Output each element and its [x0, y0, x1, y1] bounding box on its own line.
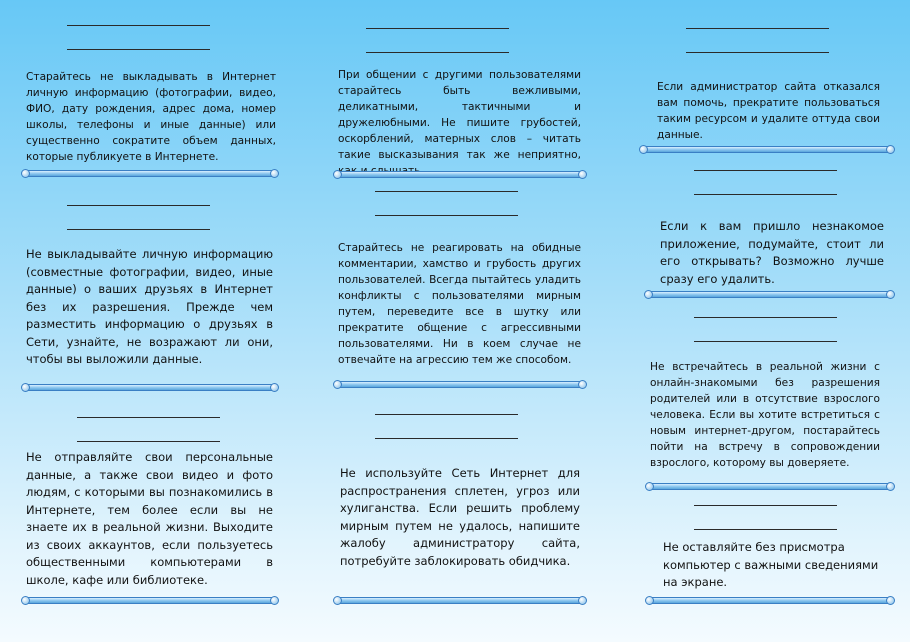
divider-bar [336, 171, 584, 178]
blank-line [694, 505, 837, 506]
text-block: Не выкладывайте личную информацию (совместные фотографии, видео, иные данные) о ваших друзьях в Интернет без их разрешения. Прежде чем разместить информацию о друзьях в Сети, узнайте, не возражают ли они, чтобы вы выложили данные. [26, 247, 273, 366]
blank-line [67, 49, 210, 50]
divider-bar [647, 291, 892, 298]
divider-bar [336, 381, 584, 388]
blank-line [686, 52, 829, 53]
blank-line [375, 191, 518, 192]
blank-line [77, 417, 220, 418]
blank-line [77, 441, 220, 442]
blank-line [366, 28, 509, 29]
divider-bar [24, 170, 276, 177]
text-block: Не используйте Сеть Интернет для распространения сплетен, угроз или хулиганства. Если решить проблему мирным путем не удалось, напишите жалобу администратору сайта, потребуйте заблокировать обидчика. [340, 466, 580, 568]
text-block: Не отправляйте свои персональные данные, а также свои видео и фото людям, с которыми вы познакомились в Интернете, тем более если вы не знаете их в реальной жизни. Выходите из своих аккаунтов, если пользуетесь общественными компьютерами в школе, кафе или библиотеке. [26, 450, 273, 587]
blank-line [67, 229, 210, 230]
blank-line [694, 529, 837, 530]
text-block: Не оставляйте без присмотра компьютер с важными сведениями на экране. [663, 540, 879, 589]
blank-line [67, 205, 210, 206]
blank-line [375, 215, 518, 216]
blank-line [366, 52, 509, 53]
divider-bar [648, 483, 892, 490]
text-block: Если к вам пришло незнакомое приложение, подумайте, стоит ли его открывать? Возможно лучше сразу его удалить. [660, 219, 884, 286]
divider-bar [336, 597, 584, 604]
text-block: Старайтесь не реагировать на обидные комментарии, хамство и грубость других пользователей. Всегда пытайтесь уладить конфликты с пользователями мирным путем, переведите все в шутку или прекратите общение с агрессивными пользователями. Ни в коем случае не отвечайте на агрессию тем же способом. [338, 242, 581, 366]
blank-line [67, 25, 210, 26]
divider-bar [642, 146, 892, 153]
blank-line [694, 170, 837, 171]
divider-bar [648, 597, 892, 604]
blank-line [375, 438, 518, 439]
text-block: Если администратор сайта отказался вам помочь, прекратите пользоваться таким ресурсом и удалите оттуда свои данные. [657, 81, 880, 141]
blank-line [694, 194, 837, 195]
text-block: Не встречайтесь в реальной жизни с онлайн-знакомыми без разрешения родителей или в отсутствие взрослого человека. Если вы хотите встретиться с новым интернет-другом, постарайтесь пойти на встречу в сопровождении взрослого, которому вы доверяете. [650, 361, 880, 469]
divider-bar [24, 384, 276, 391]
blank-line [694, 317, 837, 318]
text-block: При общении с другими пользователями старайтесь быть вежливыми, деликатными, тактичными и дружелюбными. Не пишите грубостей, оскорблений, матерных слов – читать такие высказывания так же неприятно, [338, 69, 581, 161]
text-block: Старайтесь не выкладывать в Интернет личную информацию (фотографии, видео, ФИО, дату рождения, адрес дома, номер школы, телефоны и иные данные) или существенно сократите объем данных, которые публикуете в Интернете. [26, 71, 276, 163]
blank-line [375, 414, 518, 415]
blank-line [686, 28, 829, 29]
divider-bar [24, 597, 276, 604]
blank-line [694, 341, 837, 342]
